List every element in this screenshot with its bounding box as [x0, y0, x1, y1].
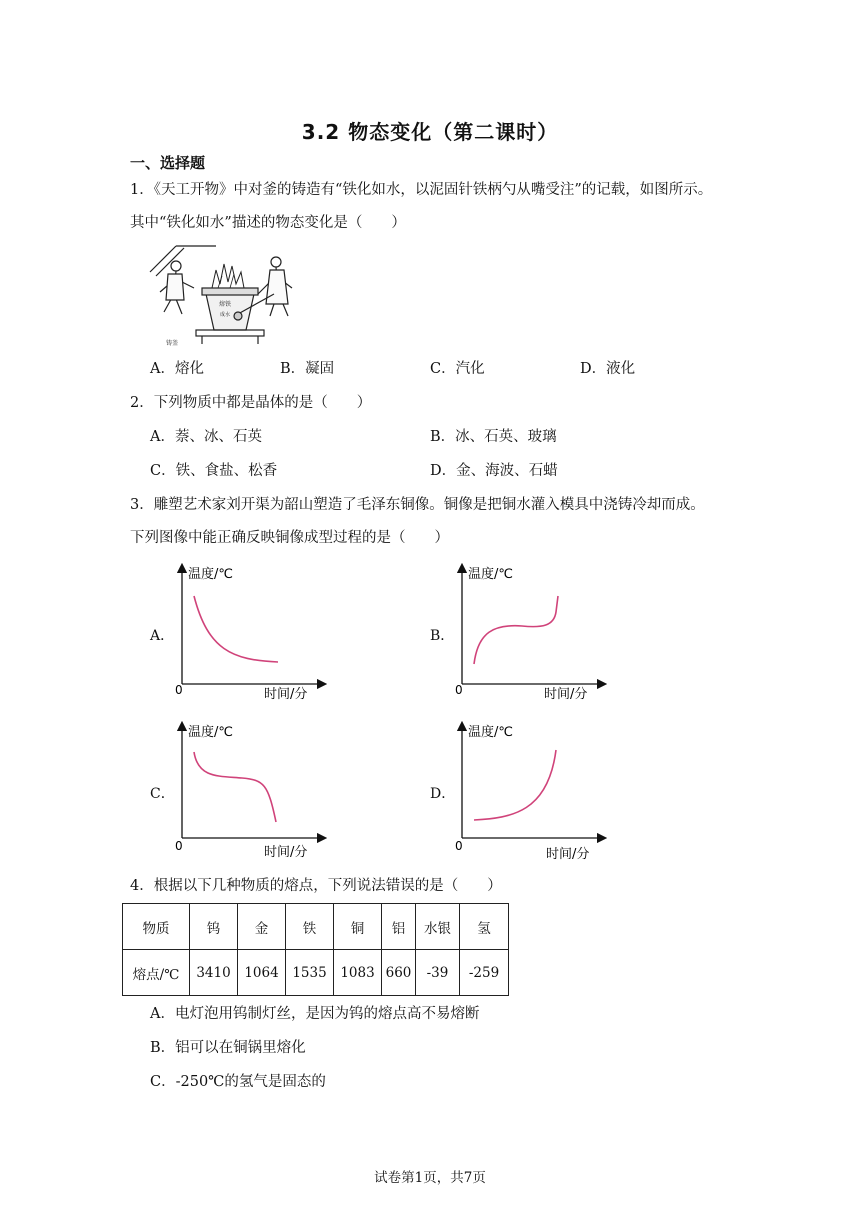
chart-b — [452, 562, 612, 704]
table-cell: 钨 — [190, 904, 238, 950]
question-1-line-2: 其中“铁化如水”描述的物态变化是（ ） — [130, 215, 406, 231]
q2-option-a: A．萘、冰、石英 — [150, 429, 262, 445]
chart-b-xlabel: 时间/分 — [544, 687, 588, 702]
chart-d-origin: 0 — [455, 839, 463, 853]
q1-option-c: C．汽化 — [430, 361, 485, 377]
chart-b-curve — [474, 596, 558, 664]
chart-a-label: A． — [150, 628, 175, 644]
chart-a — [172, 562, 332, 704]
svg-text:铸釜: 铸釜 — [166, 340, 179, 347]
q1-option-a: A．熔化 — [150, 361, 204, 377]
table-cell: 铜 — [334, 904, 382, 950]
chart-d-xlabel: 时间/分 — [546, 847, 590, 862]
chart-b-origin: 0 — [455, 683, 463, 697]
q4-option-c: C．-250℃的氢气是固态的 — [150, 1074, 326, 1090]
chart-a-origin: 0 — [175, 683, 183, 697]
melting-point-table — [122, 903, 509, 996]
chart-c-ylabel: 温度/℃ — [188, 725, 233, 740]
table-cell: 660 — [382, 950, 416, 996]
table-cell: 熔点/℃ — [123, 950, 190, 996]
q1-option-d: D．液化 — [580, 361, 636, 377]
question-4: 4．根据以下几种物质的熔点，下列说法错误的是（ ） — [130, 878, 502, 894]
chart-c-label: C． — [150, 786, 175, 802]
svg-text:成水: 成水 — [219, 312, 231, 318]
table-cell: -259 — [460, 950, 509, 996]
page-footer: 试卷第1页，共7页 — [374, 1170, 486, 1186]
question-1-line-1: 1．《天工开物》中对釜的铸造有“铁化如水，以泥固针铁柄勺从嘴受注”的记载，如图所示。 — [130, 182, 713, 198]
table-cell: 铝 — [382, 904, 416, 950]
table-row — [123, 950, 509, 996]
chart-c-xlabel: 时间/分 — [264, 845, 308, 860]
page-title: 3.2 物态变化（第二课时） — [301, 120, 559, 144]
q2-option-b: B．冰、石英、玻璃 — [430, 429, 557, 445]
table-cell: 氢 — [460, 904, 509, 950]
casting-illustration — [146, 242, 304, 348]
chart-c-curve — [194, 752, 276, 822]
table-cell: 物质 — [123, 904, 190, 950]
table-cell: -39 — [416, 950, 460, 996]
table-cell: 铁 — [286, 904, 334, 950]
question-2: 2．下列物质中都是晶体的是（ ） — [130, 395, 372, 411]
table-row — [123, 904, 509, 950]
chart-d — [452, 720, 612, 862]
q4-option-b: B．铝可以在铜锅里熔化 — [150, 1040, 306, 1056]
table-cell: 金 — [238, 904, 286, 950]
svg-text:熔铁: 熔铁 — [218, 301, 232, 308]
table-cell: 3410 — [190, 950, 238, 996]
chart-c — [172, 720, 332, 862]
q2-option-c: C．铁、食盐、松香 — [150, 463, 278, 479]
q2-option-d: D．金、海波、石蜡 — [430, 463, 558, 479]
chart-a-ylabel: 温度/℃ — [188, 567, 233, 582]
table-cell: 水银 — [416, 904, 460, 950]
q1-option-b: B．凝固 — [280, 361, 335, 377]
table-cell: 1535 — [286, 950, 334, 996]
question-3-line-2: 下列图像中能正确反映铜像成型过程的是（ ） — [130, 530, 449, 546]
chart-b-ylabel: 温度/℃ — [468, 567, 513, 582]
chart-d-ylabel: 温度/℃ — [468, 725, 513, 740]
chart-c-origin: 0 — [175, 839, 183, 853]
question-3-line-1: 3．雕塑艺术家刘开渠为韶山塑造了毛泽东铜像。铜像是把铜水灌入模具中浇铸冷却而成。 — [130, 497, 705, 513]
q4-option-a: A．电灯泡用钨制灯丝，是因为钨的熔点高不易熔断 — [150, 1006, 480, 1022]
chart-b-label: B． — [430, 628, 455, 644]
chart-a-xlabel: 时间/分 — [264, 687, 308, 702]
chart-d-curve — [474, 750, 556, 820]
table-cell: 1064 — [238, 950, 286, 996]
table-cell: 1083 — [334, 950, 382, 996]
chart-a-curve — [194, 596, 278, 662]
chart-d-label: D． — [430, 786, 456, 802]
section-heading: 一、选择题 — [130, 154, 206, 172]
